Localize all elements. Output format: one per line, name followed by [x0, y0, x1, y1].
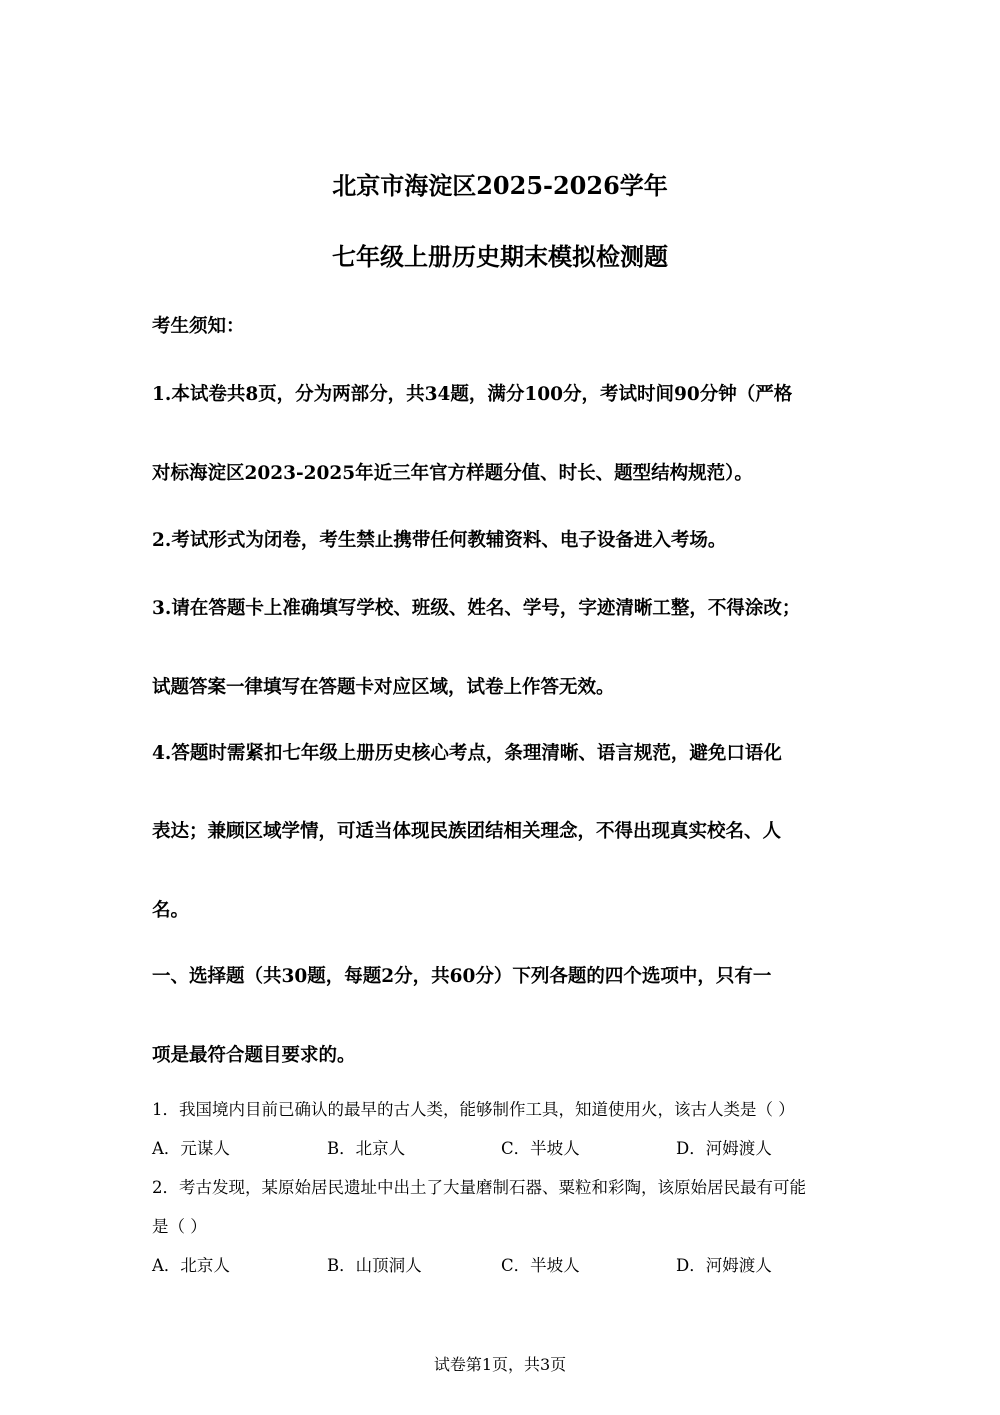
option-c: C．半坡人	[501, 1139, 580, 1158]
section-heading: 项是最符合题目要求的。	[152, 1045, 356, 1066]
page-title: 北京市海淀区2025-2026学年	[332, 171, 668, 200]
option-a: A．元谋人	[152, 1139, 230, 1158]
option-d: D．河姆渡人	[676, 1139, 772, 1158]
question-stem: 2．考古发现，某原始居民遗址中出土了大量磨制石器、粟粒和彩陶，该原始居民最有可能	[152, 1178, 806, 1197]
question-stem: 1．我国境内目前已确认的最早的古人类，能够制作工具，知道使用火，该古人类是（ ）	[152, 1100, 795, 1119]
notice-heading: 考生须知：	[152, 316, 245, 337]
page-footer: 试卷第1页，共3页	[433, 1355, 567, 1374]
notice-line: 1.本试卷共8页，分为两部分，共34题，满分100分，考试时间90分钟（严格	[152, 384, 793, 405]
option-b: B．山顶洞人	[327, 1256, 422, 1275]
notice-line: 试题答案一律填写在答题卡对应区域，试卷上作答无效。	[152, 677, 615, 698]
option-b: B．北京人	[327, 1139, 406, 1158]
option-d: D．河姆渡人	[676, 1256, 772, 1275]
notice-line: 4.答题时需紧扣七年级上册历史核心考点，条理清晰、语言规范，避免口语化	[152, 743, 782, 764]
question-stem: 是（ ）	[152, 1217, 207, 1236]
section-heading: 一、选择题（共30题，每题2分，共60分）下列各题的四个选项中，只有一	[152, 966, 772, 987]
option-a: A．北京人	[152, 1256, 230, 1275]
page-subtitle: 七年级上册历史期末模拟检测题	[332, 242, 668, 271]
notice-line: 3.请在答题卡上准确填写学校、班级、姓名、学号，字迹清晰工整，不得涂改；	[152, 598, 801, 619]
notice-line: 表达；兼顾区域学情，可适当体现民族团结相关理念，不得出现真实校名、人	[152, 821, 782, 842]
option-c: C．半坡人	[501, 1256, 580, 1275]
notice-line: 名。	[152, 900, 190, 921]
notice-line: 2.考试形式为闭卷，考生禁止携带任何教辅资料、电子设备进入考场。	[152, 530, 727, 551]
notice-line: 对标海淀区2023-2025年近三年官方样题分值、时长、题型结构规范）。	[152, 463, 753, 484]
